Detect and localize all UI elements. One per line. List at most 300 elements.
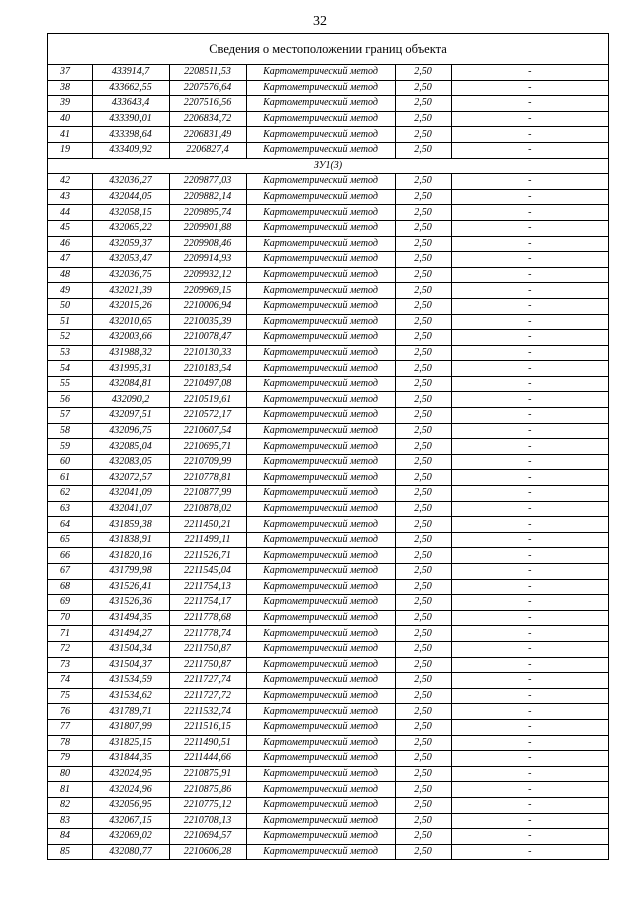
- method-cell: Картометрический метод: [246, 408, 395, 424]
- point-number-cell: 57: [48, 408, 92, 424]
- method-cell: Картометрический метод: [246, 704, 395, 720]
- precision-cell: 2,50: [395, 189, 451, 205]
- description-cell: -: [451, 142, 608, 158]
- method-cell: Картометрический метод: [246, 220, 395, 236]
- method-cell: Картометрический метод: [246, 96, 395, 112]
- y-coordinate-cell: 2206834,72: [169, 111, 246, 127]
- y-coordinate-cell: 2211450,21: [169, 517, 246, 533]
- description-cell: -: [451, 797, 608, 813]
- precision-cell: 2,50: [395, 408, 451, 424]
- table-row: [48, 579, 608, 595]
- x-coordinate-cell: 432036,75: [92, 267, 169, 283]
- x-coordinate-cell: 432003,66: [92, 330, 169, 346]
- x-coordinate-cell: 432036,27: [92, 174, 169, 190]
- precision-cell: 2,50: [395, 330, 451, 346]
- x-coordinate-cell: 432083,05: [92, 454, 169, 470]
- point-number-cell: 56: [48, 392, 92, 408]
- table-row: [48, 330, 608, 346]
- point-number-cell: 50: [48, 298, 92, 314]
- y-coordinate-cell: 2210695,71: [169, 439, 246, 455]
- precision-cell: 2,50: [395, 283, 451, 299]
- y-coordinate-cell: 2209877,03: [169, 174, 246, 190]
- precision-cell: 2,50: [395, 704, 451, 720]
- description-cell: -: [451, 751, 608, 767]
- x-coordinate-cell: 431534,62: [92, 688, 169, 704]
- precision-cell: 2,50: [395, 626, 451, 642]
- description-cell: -: [451, 813, 608, 829]
- y-coordinate-cell: 2206827,4: [169, 142, 246, 158]
- x-coordinate-cell: 432090,2: [92, 392, 169, 408]
- x-coordinate-cell: 432053,47: [92, 252, 169, 268]
- method-cell: Картометрический метод: [246, 532, 395, 548]
- precision-cell: 2,50: [395, 65, 451, 80]
- table-row: [48, 314, 608, 330]
- y-coordinate-cell: 2209895,74: [169, 205, 246, 221]
- y-coordinate-cell: 2211526,71: [169, 548, 246, 564]
- method-cell: Картометрический метод: [246, 766, 395, 782]
- method-cell: Картометрический метод: [246, 813, 395, 829]
- point-number-cell: 79: [48, 751, 92, 767]
- table-row: [48, 252, 608, 268]
- description-cell: -: [451, 688, 608, 704]
- point-number-cell: 80: [48, 766, 92, 782]
- table-row: [48, 80, 608, 96]
- precision-cell: 2,50: [395, 751, 451, 767]
- x-coordinate-cell: 431988,32: [92, 345, 169, 361]
- method-cell: Картометрический метод: [246, 439, 395, 455]
- table-row: [48, 501, 608, 517]
- method-cell: Картометрический метод: [246, 111, 395, 127]
- description-cell: -: [451, 361, 608, 377]
- description-cell: -: [451, 314, 608, 330]
- description-cell: -: [451, 408, 608, 424]
- point-number-cell: 62: [48, 486, 92, 502]
- precision-cell: 2,50: [395, 673, 451, 689]
- point-number-cell: 77: [48, 719, 92, 735]
- point-number-cell: 66: [48, 548, 92, 564]
- precision-cell: 2,50: [395, 220, 451, 236]
- precision-cell: 2,50: [395, 641, 451, 657]
- y-coordinate-cell: 2211532,74: [169, 704, 246, 720]
- precision-cell: 2,50: [395, 719, 451, 735]
- point-number-cell: 84: [48, 829, 92, 845]
- description-cell: -: [528, 845, 532, 857]
- x-coordinate-cell: 432044,05: [92, 189, 169, 205]
- x-coordinate-cell: 432041,09: [92, 486, 169, 502]
- method-cell: Картометрический метод: [246, 252, 395, 268]
- table-row: [48, 673, 608, 689]
- method-cell: Картометрический метод: [246, 65, 395, 80]
- point-number-cell: 69: [48, 595, 92, 611]
- point-number-cell: 54: [48, 361, 92, 377]
- table-row: [48, 517, 608, 533]
- description-cell: -: [451, 548, 608, 564]
- point-number-cell: 46: [48, 236, 92, 252]
- precision-cell: 2,50: [395, 782, 451, 798]
- method-cell: Картометрический метод: [246, 267, 395, 283]
- description-cell: -: [451, 532, 608, 548]
- point-number-cell: 60: [48, 454, 92, 470]
- method-cell: Картометрический метод: [246, 205, 395, 221]
- table-row: [48, 548, 608, 564]
- description-cell: -: [451, 626, 608, 642]
- point-number-cell: 19: [48, 142, 92, 158]
- table-title: Сведения о местоположении границ объекта: [48, 34, 608, 65]
- precision-cell: 2,50: [395, 486, 451, 502]
- precision-cell: 2,50: [395, 376, 451, 392]
- point-number-cell: 85: [48, 844, 92, 859]
- method-cell: Картометрический метод: [246, 688, 395, 704]
- description-cell: -: [451, 641, 608, 657]
- table-row: [48, 174, 608, 190]
- precision-cell: 2,50: [395, 766, 451, 782]
- x-coordinate-cell: 431789,71: [92, 704, 169, 720]
- y-coordinate-cell: 2210183,54: [169, 361, 246, 377]
- precision-cell: 2,50: [395, 392, 451, 408]
- precision-cell: 2,50: [395, 174, 451, 190]
- y-coordinate-cell: 2209914,93: [169, 252, 246, 268]
- y-coordinate-cell: 2207516,56: [169, 96, 246, 112]
- description-cell: -: [451, 564, 608, 580]
- table-row: [48, 813, 608, 829]
- point-number-cell: 70: [48, 610, 92, 626]
- point-number-cell: 82: [48, 797, 92, 813]
- precision-cell: 2,50: [395, 735, 451, 751]
- x-coordinate-cell: 432059,37: [92, 236, 169, 252]
- y-coordinate-cell: 2211499,11: [169, 532, 246, 548]
- x-coordinate-cell: 431526,36: [92, 595, 169, 611]
- table-row: [48, 704, 608, 720]
- description-cell: -: [451, 127, 608, 143]
- y-coordinate-cell: 2211727,74: [169, 673, 246, 689]
- precision-cell: 2,50: [395, 470, 451, 486]
- precision-cell: 2,50: [395, 252, 451, 268]
- x-coordinate-cell: 431995,31: [92, 361, 169, 377]
- table-row: [48, 657, 608, 673]
- y-coordinate-cell: 2210035,39: [169, 314, 246, 330]
- description-cell: -: [451, 782, 608, 798]
- precision-cell: 2,50: [395, 517, 451, 533]
- precision-cell: 2,50: [395, 423, 451, 439]
- table-row: [48, 236, 608, 252]
- point-number-cell: 75: [48, 688, 92, 704]
- point-number-cell: 68: [48, 579, 92, 595]
- method-cell: Картометрический метод: [246, 330, 395, 346]
- x-coordinate-cell: 432069,02: [92, 829, 169, 845]
- y-coordinate-cell: 2211754,13: [169, 579, 246, 595]
- y-coordinate-cell: 2211778,74: [169, 626, 246, 642]
- table-row: [48, 267, 608, 283]
- method-cell: Картометрический метод: [246, 719, 395, 735]
- method-cell: Картометрический метод: [246, 844, 395, 859]
- point-number-cell: 43: [48, 189, 92, 205]
- method-cell: Картометрический метод: [246, 486, 395, 502]
- description-cell: -: [451, 376, 608, 392]
- method-cell: Картометрический метод: [246, 735, 395, 751]
- method-cell: Картометрический метод: [246, 345, 395, 361]
- boundary-table-sheet: [47, 33, 609, 860]
- x-coordinate-cell: 431859,38: [92, 517, 169, 533]
- method-cell: Картометрический метод: [246, 782, 395, 798]
- point-number-cell: 37: [48, 65, 92, 80]
- point-number-cell: 65: [48, 532, 92, 548]
- x-coordinate-cell: 431844,35: [92, 751, 169, 767]
- x-coordinate-cell: 432067,15: [92, 813, 169, 829]
- description-cell: -: [451, 657, 608, 673]
- y-coordinate-cell: 2210607,54: [169, 423, 246, 439]
- point-number-cell: 41: [48, 127, 92, 143]
- description-cell: -: [451, 111, 608, 127]
- description-cell: -: [451, 298, 608, 314]
- y-coordinate-cell: 2210875,86: [169, 782, 246, 798]
- x-coordinate-cell: 432056,95: [92, 797, 169, 813]
- description-cell: -: [451, 236, 608, 252]
- method-cell: Картометрический метод: [246, 314, 395, 330]
- description-cell: -: [451, 486, 608, 502]
- y-coordinate-cell: 2210875,91: [169, 766, 246, 782]
- table-row: [48, 766, 608, 782]
- table-row: [48, 626, 608, 642]
- method-cell: Картометрический метод: [246, 189, 395, 205]
- point-number-cell: 44: [48, 205, 92, 221]
- description-cell: -: [451, 345, 608, 361]
- point-number-cell: 52: [48, 330, 92, 346]
- description-cell: -: [451, 220, 608, 236]
- description-cell: -: [451, 673, 608, 689]
- y-coordinate-cell: 2211750,87: [169, 641, 246, 657]
- method-cell: Картометрический метод: [246, 127, 395, 143]
- precision-cell: 2,50: [395, 127, 451, 143]
- y-coordinate-cell: 2210006,94: [169, 298, 246, 314]
- precision-cell: 2,50: [395, 688, 451, 704]
- y-coordinate-cell: 2210519,61: [169, 392, 246, 408]
- description-cell: -: [451, 704, 608, 720]
- description-cell: -: [451, 766, 608, 782]
- precision-cell: 2,50: [395, 298, 451, 314]
- x-coordinate-cell: 431494,27: [92, 626, 169, 642]
- description-cell: -: [451, 595, 608, 611]
- description-cell: -: [451, 189, 608, 205]
- precision-cell: 2,50: [395, 236, 451, 252]
- table-row: [48, 408, 608, 424]
- precision-cell: 2,50: [395, 96, 451, 112]
- point-number-cell: 63: [48, 501, 92, 517]
- precision-cell: 2,50: [395, 595, 451, 611]
- point-number-cell: 78: [48, 735, 92, 751]
- description-cell: -: [451, 423, 608, 439]
- y-coordinate-cell: 2211750,87: [169, 657, 246, 673]
- precision-cell: 2,50: [395, 439, 451, 455]
- x-coordinate-cell: 431820,16: [92, 548, 169, 564]
- table-row: [48, 392, 608, 408]
- precision-cell: 2,50: [395, 813, 451, 829]
- method-cell: Картометрический метод: [246, 283, 395, 299]
- precision-cell: 2,50: [395, 657, 451, 673]
- table-row: [48, 220, 608, 236]
- x-coordinate-cell: 432041,07: [92, 501, 169, 517]
- y-coordinate-cell: 2211727,72: [169, 688, 246, 704]
- point-number-cell: 51: [48, 314, 92, 330]
- x-coordinate-cell: 433914,7: [92, 65, 169, 80]
- x-coordinate-cell: 433398,64: [92, 127, 169, 143]
- precision-cell: 2,50: [395, 142, 451, 158]
- description-cell: -: [451, 174, 608, 190]
- y-coordinate-cell: 2210694,57: [169, 829, 246, 845]
- point-number-cell: 47: [48, 252, 92, 268]
- table-row: [48, 205, 608, 221]
- x-coordinate-cell: 432058,15: [92, 205, 169, 221]
- x-coordinate-cell: 431825,15: [92, 735, 169, 751]
- method-cell: Картометрический метод: [246, 751, 395, 767]
- y-coordinate-cell: 2211516,15: [169, 719, 246, 735]
- method-cell: Картометрический метод: [246, 579, 395, 595]
- description-cell: -: [451, 96, 608, 112]
- table-row: [48, 610, 608, 626]
- description-cell: -: [451, 454, 608, 470]
- x-coordinate-cell: 432085,04: [92, 439, 169, 455]
- x-coordinate-cell: 432065,22: [92, 220, 169, 236]
- point-number-cell: 76: [48, 704, 92, 720]
- x-coordinate-cell: 431494,35: [92, 610, 169, 626]
- method-cell: Картометрический метод: [246, 797, 395, 813]
- y-coordinate-cell: 2210606,28: [169, 844, 246, 859]
- precision-cell: 2,50: [395, 564, 451, 580]
- description-cell: -: [451, 470, 608, 486]
- precision-cell: 2,50: [395, 829, 451, 845]
- x-coordinate-cell: 432096,75: [92, 423, 169, 439]
- x-coordinate-cell: 431838,91: [92, 532, 169, 548]
- table-row: [48, 844, 608, 859]
- x-coordinate-cell: 433409,92: [92, 142, 169, 158]
- point-number-cell: 59: [48, 439, 92, 455]
- precision-cell: 2,50: [395, 797, 451, 813]
- y-coordinate-cell: 2209969,15: [169, 283, 246, 299]
- description-cell: -: [451, 252, 608, 268]
- x-coordinate-cell: 431504,37: [92, 657, 169, 673]
- table-row: [48, 111, 608, 127]
- description-cell: -: [451, 205, 608, 221]
- precision-cell: 2,50: [395, 548, 451, 564]
- method-cell: Картометрический метод: [246, 298, 395, 314]
- precision-cell: 2,50: [395, 610, 451, 626]
- table-row: [48, 486, 608, 502]
- precision-cell: 2,50: [395, 361, 451, 377]
- method-cell: Картометрический метод: [246, 142, 395, 158]
- x-coordinate-cell: 432080,77: [92, 844, 169, 859]
- x-coordinate-cell: 432010,65: [92, 314, 169, 330]
- coordinates-table: [48, 65, 608, 859]
- table-row: [48, 641, 608, 657]
- table-row: [48, 829, 608, 845]
- point-number-cell: 67: [48, 564, 92, 580]
- table-row: [48, 532, 608, 548]
- x-coordinate-cell: 431534,59: [92, 673, 169, 689]
- y-coordinate-cell: 2211545,04: [169, 564, 246, 580]
- table-row: [48, 127, 608, 143]
- description-cell: -: [451, 719, 608, 735]
- table-row: [48, 595, 608, 611]
- y-coordinate-cell: 2209932,12: [169, 267, 246, 283]
- x-coordinate-cell: 432097,51: [92, 408, 169, 424]
- description-cell: -: [451, 80, 608, 96]
- method-cell: Картометрический метод: [246, 641, 395, 657]
- description-cell: -: [451, 610, 608, 626]
- point-number-cell: 61: [48, 470, 92, 486]
- precision-cell: 2,50: [395, 205, 451, 221]
- description-cell: -: [451, 829, 608, 845]
- precision-cell: 2,50: [395, 454, 451, 470]
- method-cell: Картометрический метод: [246, 595, 395, 611]
- table-row: [48, 454, 608, 470]
- y-coordinate-cell: 2211490,51: [169, 735, 246, 751]
- table-row: [48, 345, 608, 361]
- description-cell: -: [451, 579, 608, 595]
- table-row: [48, 797, 608, 813]
- method-cell: Картометрический метод: [246, 376, 395, 392]
- table-row: [48, 65, 608, 80]
- description-cell: -: [451, 439, 608, 455]
- point-number-cell: 45: [48, 220, 92, 236]
- point-number-cell: 81: [48, 782, 92, 798]
- description-cell: -: [451, 65, 608, 80]
- table-row: [48, 283, 608, 299]
- y-coordinate-cell: 2210709,99: [169, 454, 246, 470]
- x-coordinate-cell: 432072,57: [92, 470, 169, 486]
- table-row: [48, 142, 608, 158]
- y-coordinate-cell: 2210878,02: [169, 501, 246, 517]
- table-row: [48, 782, 608, 798]
- precision-cell: 2,50: [395, 579, 451, 595]
- point-number-cell: 53: [48, 345, 92, 361]
- section-header-row: [48, 158, 608, 174]
- method-cell: Картометрический метод: [246, 174, 395, 190]
- table-row: [48, 564, 608, 580]
- method-cell: Картометрический метод: [246, 80, 395, 96]
- point-number-cell: 64: [48, 517, 92, 533]
- y-coordinate-cell: 2210078,47: [169, 330, 246, 346]
- precision-cell: 2,50: [395, 844, 451, 859]
- method-cell: Картометрический метод: [246, 657, 395, 673]
- method-cell: Картометрический метод: [246, 470, 395, 486]
- y-coordinate-cell: 2211754,17: [169, 595, 246, 611]
- point-number-cell: 39: [48, 96, 92, 112]
- point-number-cell: 71: [48, 626, 92, 642]
- x-coordinate-cell: 432084,81: [92, 376, 169, 392]
- table-row: [48, 361, 608, 377]
- description-cell: -: [451, 392, 608, 408]
- point-number-cell: 73: [48, 657, 92, 673]
- table-row: [48, 735, 608, 751]
- description-cell: -: [451, 735, 608, 751]
- table-row: [48, 189, 608, 205]
- y-coordinate-cell: 2210708,13: [169, 813, 246, 829]
- method-cell: Картометрический метод: [246, 564, 395, 580]
- y-coordinate-cell: 2209882,14: [169, 189, 246, 205]
- method-cell: Картометрический метод: [246, 236, 395, 252]
- y-coordinate-cell: 2208511,53: [169, 65, 246, 80]
- method-cell: Картометрический метод: [246, 548, 395, 564]
- description-cell: -: [451, 517, 608, 533]
- table-row: [48, 376, 608, 392]
- x-coordinate-cell: 431504,34: [92, 641, 169, 657]
- point-number-cell: 58: [48, 423, 92, 439]
- method-cell: Картометрический метод: [246, 626, 395, 642]
- description-cell: -: [451, 501, 608, 517]
- y-coordinate-cell: 2206831,49: [169, 127, 246, 143]
- point-number-cell: 83: [48, 813, 92, 829]
- table-row: [48, 439, 608, 455]
- x-coordinate-cell: 433662,55: [92, 80, 169, 96]
